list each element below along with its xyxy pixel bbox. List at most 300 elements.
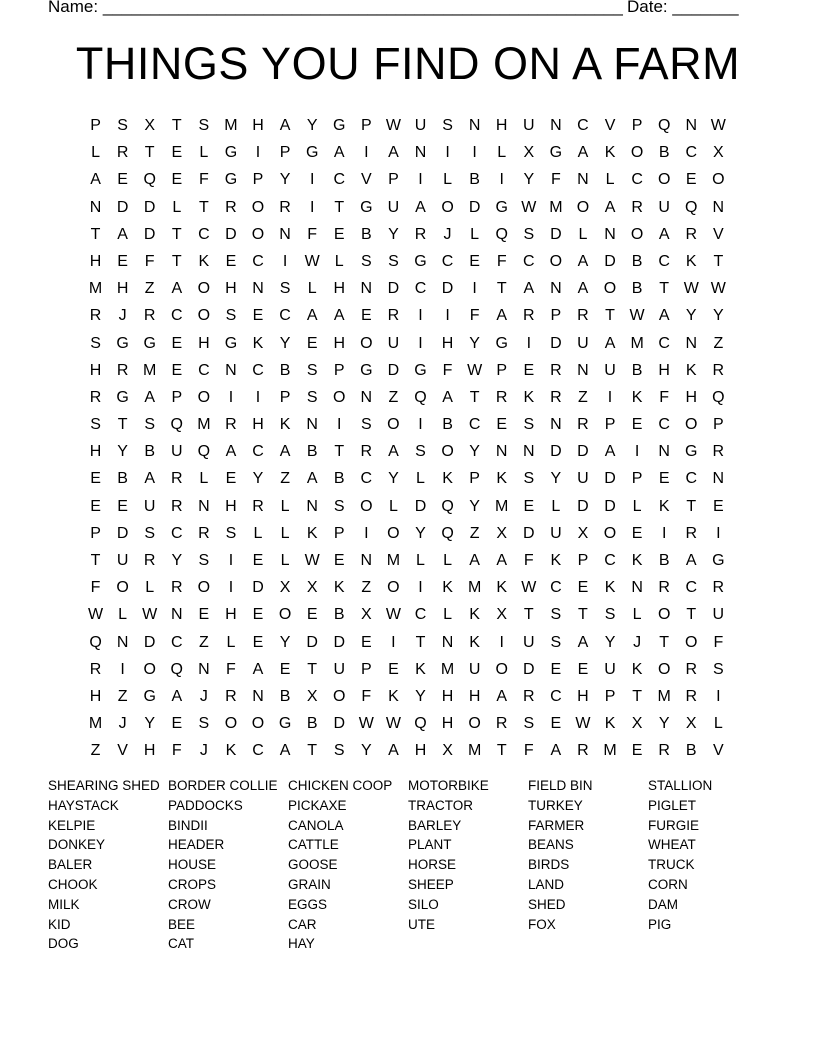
grid-cell[interactable]: I: [418, 307, 423, 325]
grid-cell[interactable]: R: [685, 687, 698, 705]
grid-cell[interactable]: N: [468, 117, 481, 134]
grid-cell[interactable]: O: [333, 388, 346, 406]
grid-cell[interactable]: D: [468, 198, 481, 216]
grid-cell[interactable]: Y: [144, 715, 156, 733]
grid-cell[interactable]: T: [198, 198, 209, 216]
grid-cell[interactable]: H: [441, 715, 454, 733]
grid-cell[interactable]: O: [251, 225, 265, 243]
grid-cell[interactable]: C: [252, 252, 264, 270]
grid-cell[interactable]: R: [89, 307, 102, 325]
grid-cell[interactable]: G: [278, 715, 292, 733]
grid-cell[interactable]: T: [659, 633, 670, 651]
grid-cell[interactable]: E: [577, 660, 589, 678]
grid-cell[interactable]: E: [685, 171, 697, 189]
grid-cell[interactable]: D: [604, 470, 616, 488]
grid-cell[interactable]: F: [550, 171, 561, 189]
grid-cell[interactable]: I: [391, 633, 396, 651]
grid-cell[interactable]: C: [441, 252, 454, 270]
grid-cell[interactable]: A: [279, 117, 291, 134]
grid-cell[interactable]: P: [360, 117, 372, 134]
grid-cell[interactable]: R: [658, 579, 670, 597]
grid-cell[interactable]: F: [713, 633, 724, 651]
grid-cell[interactable]: Y: [469, 443, 480, 461]
grid-cell[interactable]: E: [631, 742, 643, 760]
grid-cell[interactable]: A: [90, 171, 101, 189]
grid-cell[interactable]: D: [116, 524, 129, 542]
grid-cell[interactable]: M: [440, 660, 455, 678]
grid-cell[interactable]: S: [198, 117, 210, 134]
grid-cell[interactable]: E: [90, 470, 101, 488]
grid-cell[interactable]: S: [90, 334, 101, 352]
grid-cell[interactable]: E: [360, 633, 372, 651]
grid-cell[interactable]: R: [577, 416, 589, 434]
grid-cell[interactable]: T: [307, 660, 318, 678]
grid-cell[interactable]: L: [199, 144, 209, 162]
grid-cell[interactable]: O: [603, 524, 617, 542]
grid-cell[interactable]: O: [197, 388, 211, 406]
grid-cell[interactable]: T: [605, 307, 615, 325]
grid-cell[interactable]: O: [549, 252, 563, 270]
grid-cell[interactable]: C: [252, 742, 264, 760]
grid-cell[interactable]: Q: [197, 443, 211, 461]
grid-cell[interactable]: L: [416, 470, 425, 488]
grid-cell[interactable]: O: [143, 660, 156, 678]
grid-cell[interactable]: B: [117, 470, 128, 488]
grid-cell[interactable]: Y: [523, 171, 535, 189]
grid-cell[interactable]: D: [143, 633, 156, 651]
grid-cell[interactable]: K: [685, 361, 697, 379]
grid-cell[interactable]: F: [90, 579, 101, 597]
grid-cell[interactable]: H: [441, 687, 454, 705]
grid-cell[interactable]: G: [360, 361, 373, 379]
grid-cell[interactable]: O: [387, 579, 400, 597]
grid-cell[interactable]: U: [414, 117, 427, 134]
grid-cell[interactable]: E: [90, 497, 101, 515]
grid-cell[interactable]: E: [252, 552, 264, 569]
grid-cell[interactable]: F: [198, 171, 209, 189]
grid-cell[interactable]: B: [279, 361, 291, 379]
grid-cell[interactable]: B: [658, 144, 670, 162]
grid-cell[interactable]: D: [550, 443, 562, 461]
grid-cell[interactable]: W: [575, 715, 591, 733]
grid-cell[interactable]: K: [631, 388, 643, 406]
grid-cell[interactable]: G: [495, 198, 508, 216]
grid-cell[interactable]: T: [496, 742, 507, 760]
grid-cell[interactable]: A: [550, 742, 562, 760]
grid-cell[interactable]: L: [416, 552, 425, 569]
grid-cell[interactable]: U: [712, 606, 725, 624]
grid-cell[interactable]: Y: [171, 552, 183, 569]
grid-cell[interactable]: P: [469, 470, 480, 488]
grid-cell[interactable]: E: [360, 307, 372, 325]
grid-cell[interactable]: W: [385, 715, 401, 733]
grid-cell[interactable]: B: [685, 742, 697, 760]
grid-cell[interactable]: H: [252, 117, 264, 134]
grid-cell[interactable]: E: [252, 633, 264, 651]
grid-cell[interactable]: T: [713, 252, 724, 270]
grid-cell[interactable]: C: [604, 552, 616, 569]
grid-cell[interactable]: A: [496, 307, 508, 325]
grid-cell[interactable]: R: [550, 388, 562, 406]
grid-cell[interactable]: E: [550, 715, 562, 733]
grid-cell[interactable]: N: [441, 633, 454, 651]
grid-cell[interactable]: A: [685, 552, 697, 569]
grid-cell[interactable]: X: [496, 524, 508, 542]
grid-cell[interactable]: I: [255, 388, 261, 406]
grid-cell[interactable]: G: [143, 334, 156, 352]
grid-cell[interactable]: S: [90, 416, 101, 434]
grid-cell[interactable]: M: [224, 117, 238, 134]
grid-cell[interactable]: U: [604, 660, 616, 678]
grid-cell[interactable]: Y: [388, 470, 399, 488]
grid-cell[interactable]: D: [252, 579, 264, 597]
grid-cell[interactable]: D: [604, 252, 616, 270]
grid-cell[interactable]: V: [360, 171, 372, 189]
grid-cell[interactable]: R: [89, 388, 102, 406]
grid-cell[interactable]: M: [549, 198, 563, 216]
grid-cell[interactable]: E: [306, 606, 318, 624]
grid-cell[interactable]: M: [603, 742, 617, 760]
grid-cell[interactable]: Y: [658, 715, 670, 733]
grid-cell[interactable]: W: [521, 579, 537, 597]
grid-cell[interactable]: R: [685, 524, 698, 542]
grid-cell[interactable]: A: [604, 198, 616, 216]
grid-cell[interactable]: G: [549, 144, 563, 162]
grid-cell[interactable]: T: [632, 687, 642, 705]
grid-cell[interactable]: Y: [685, 307, 697, 325]
grid-cell[interactable]: G: [414, 252, 427, 270]
grid-cell[interactable]: P: [333, 524, 345, 542]
grid-cell[interactable]: P: [604, 416, 616, 434]
grid-cell[interactable]: S: [144, 524, 156, 542]
grid-cell[interactable]: D: [225, 225, 237, 243]
grid-cell[interactable]: C: [252, 443, 264, 461]
grid-cell[interactable]: S: [279, 280, 291, 298]
grid-cell[interactable]: X: [523, 144, 535, 162]
grid-cell[interactable]: Y: [252, 470, 264, 488]
grid-cell[interactable]: S: [550, 606, 562, 624]
grid-cell[interactable]: T: [171, 225, 182, 243]
grid-cell[interactable]: G: [224, 334, 238, 352]
grid-cell[interactable]: K: [198, 252, 210, 270]
grid-cell[interactable]: I: [364, 524, 369, 542]
grid-cell[interactable]: H: [225, 606, 237, 624]
grid-cell[interactable]: Z: [578, 388, 588, 406]
grid-cell[interactable]: I: [418, 171, 423, 189]
grid-cell[interactable]: S: [306, 361, 318, 379]
grid-cell[interactable]: P: [604, 687, 616, 705]
grid-cell[interactable]: L: [280, 497, 290, 515]
grid-cell[interactable]: K: [469, 606, 480, 624]
grid-cell[interactable]: K: [604, 144, 616, 162]
grid-cell[interactable]: A: [496, 687, 508, 705]
grid-cell[interactable]: T: [334, 198, 345, 216]
grid-cell[interactable]: P: [388, 171, 399, 189]
grid-cell[interactable]: D: [550, 334, 562, 352]
grid-cell[interactable]: W: [385, 606, 401, 624]
grid-cell[interactable]: Q: [414, 388, 427, 406]
grid-cell[interactable]: G: [305, 144, 319, 162]
grid-cell[interactable]: F: [523, 742, 534, 760]
grid-cell[interactable]: H: [143, 742, 156, 760]
grid-cell[interactable]: F: [523, 552, 534, 569]
grid-cell[interactable]: N: [252, 280, 264, 298]
grid-cell[interactable]: O: [657, 171, 671, 189]
grid-cell[interactable]: Z: [117, 687, 128, 705]
grid-cell[interactable]: A: [604, 334, 616, 352]
grid-cell[interactable]: Y: [604, 633, 616, 651]
grid-cell[interactable]: Y: [469, 497, 480, 515]
grid-cell[interactable]: C: [170, 524, 183, 542]
name-field[interactable]: [48, 0, 623, 17]
grid-cell[interactable]: Y: [415, 524, 426, 542]
grid-cell[interactable]: M: [386, 552, 401, 569]
grid-cell[interactable]: C: [252, 361, 264, 379]
grid-cell[interactable]: D: [333, 633, 346, 651]
grid-cell[interactable]: P: [713, 416, 724, 434]
grid-cell[interactable]: R: [685, 225, 698, 243]
grid-cell[interactable]: C: [414, 606, 427, 624]
grid-cell[interactable]: R: [170, 579, 183, 597]
grid-cell[interactable]: U: [170, 443, 183, 461]
grid-cell[interactable]: T: [171, 252, 182, 270]
grid-cell[interactable]: G: [685, 443, 698, 461]
grid-cell[interactable]: F: [226, 660, 236, 678]
grid-cell[interactable]: P: [496, 361, 508, 379]
grid-cell[interactable]: Q: [495, 225, 508, 243]
grid-cell[interactable]: S: [225, 307, 237, 325]
grid-cell[interactable]: S: [523, 225, 535, 243]
grid-cell[interactable]: O: [576, 198, 590, 216]
grid-cell[interactable]: A: [306, 470, 318, 488]
grid-cell[interactable]: A: [658, 307, 670, 325]
grid-cell[interactable]: W: [87, 606, 104, 624]
grid-cell[interactable]: S: [713, 660, 724, 678]
grid-cell[interactable]: E: [388, 660, 399, 678]
grid-cell[interactable]: O: [360, 497, 373, 515]
grid-cell[interactable]: L: [605, 171, 615, 189]
grid-cell[interactable]: W: [385, 117, 401, 134]
grid-cell[interactable]: R: [414, 225, 427, 243]
grid-cell[interactable]: E: [550, 660, 562, 678]
grid-cell[interactable]: I: [634, 443, 640, 461]
grid-cell[interactable]: E: [171, 334, 183, 352]
grid-cell[interactable]: I: [337, 416, 342, 434]
grid-cell[interactable]: L: [443, 606, 452, 624]
grid-cell[interactable]: F: [307, 225, 318, 243]
grid-cell[interactable]: O: [603, 280, 617, 298]
grid-cell[interactable]: N: [252, 687, 264, 705]
grid-cell[interactable]: D: [604, 497, 616, 515]
grid-cell[interactable]: A: [388, 144, 399, 162]
grid-cell[interactable]: C: [523, 252, 535, 270]
grid-cell[interactable]: K: [225, 742, 237, 760]
grid-cell[interactable]: B: [279, 687, 291, 705]
grid-cell[interactable]: L: [551, 497, 561, 515]
grid-cell[interactable]: C: [170, 307, 183, 325]
grid-cell[interactable]: A: [333, 144, 345, 162]
grid-cell[interactable]: E: [252, 307, 264, 325]
grid-cell[interactable]: B: [442, 416, 453, 434]
grid-cell[interactable]: C: [170, 633, 183, 651]
grid-cell[interactable]: V: [604, 117, 616, 134]
grid-cell[interactable]: K: [631, 552, 643, 569]
grid-cell[interactable]: L: [307, 280, 317, 298]
grid-cell[interactable]: M: [467, 742, 482, 760]
grid-cell[interactable]: H: [89, 687, 102, 705]
grid-cell[interactable]: M: [630, 334, 644, 352]
grid-cell[interactable]: Z: [469, 524, 480, 542]
grid-cell[interactable]: N: [577, 361, 589, 379]
grid-cell[interactable]: E: [279, 660, 291, 678]
grid-cell[interactable]: A: [144, 388, 156, 406]
grid-cell[interactable]: S: [523, 470, 535, 488]
grid-cell[interactable]: F: [144, 252, 155, 270]
grid-cell[interactable]: T: [686, 606, 697, 624]
grid-cell[interactable]: W: [142, 606, 158, 624]
grid-cell[interactable]: Q: [441, 524, 454, 542]
grid-cell[interactable]: K: [685, 252, 697, 270]
grid-cell[interactable]: R: [279, 198, 291, 216]
date-field[interactable]: [627, 0, 739, 17]
grid-cell[interactable]: U: [577, 334, 589, 352]
grid-cell[interactable]: E: [117, 171, 128, 189]
grid-cell[interactable]: N: [198, 660, 210, 678]
grid-cell[interactable]: A: [658, 225, 670, 243]
grid-cell[interactable]: U: [387, 334, 400, 352]
grid-cell[interactable]: S: [415, 443, 426, 461]
grid-cell[interactable]: G: [360, 198, 373, 216]
grid-cell[interactable]: E: [306, 334, 318, 352]
grid-cell[interactable]: I: [445, 307, 450, 325]
grid-cell[interactable]: O: [197, 280, 211, 298]
grid-cell[interactable]: L: [253, 524, 263, 542]
grid-cell[interactable]: L: [91, 144, 100, 162]
grid-cell[interactable]: X: [279, 579, 291, 597]
grid-cell[interactable]: U: [577, 470, 589, 488]
grid-cell[interactable]: D: [143, 198, 156, 216]
grid-cell[interactable]: H: [333, 334, 346, 352]
grid-cell[interactable]: G: [116, 334, 129, 352]
grid-cell[interactable]: P: [577, 552, 589, 569]
grid-cell[interactable]: L: [118, 606, 128, 624]
grid-cell[interactable]: L: [713, 715, 723, 733]
grid-cell[interactable]: V: [117, 742, 128, 760]
grid-cell[interactable]: T: [523, 606, 534, 624]
grid-cell[interactable]: O: [333, 687, 346, 705]
grid-cell[interactable]: Y: [415, 687, 426, 705]
grid-cell[interactable]: A: [523, 280, 535, 298]
grid-cell[interactable]: S: [333, 497, 345, 515]
grid-cell[interactable]: H: [89, 443, 102, 461]
grid-cell[interactable]: B: [144, 443, 156, 461]
grid-cell[interactable]: E: [198, 606, 210, 624]
grid-cell[interactable]: L: [280, 552, 290, 569]
grid-cell[interactable]: W: [521, 198, 537, 216]
grid-cell[interactable]: E: [713, 497, 724, 515]
grid-cell[interactable]: S: [306, 388, 318, 406]
grid-cell[interactable]: L: [443, 171, 452, 189]
grid-cell[interactable]: B: [360, 225, 372, 243]
grid-cell[interactable]: N: [198, 497, 210, 515]
grid-cell[interactable]: C: [550, 687, 562, 705]
grid-cell[interactable]: N: [550, 280, 562, 298]
grid-cell[interactable]: E: [631, 416, 643, 434]
grid-cell[interactable]: F: [496, 252, 507, 270]
grid-cell[interactable]: K: [604, 715, 616, 733]
grid-cell[interactable]: T: [659, 280, 670, 298]
grid-cell[interactable]: I: [228, 552, 234, 569]
grid-cell[interactable]: A: [333, 307, 345, 325]
grid-cell[interactable]: B: [333, 470, 345, 488]
grid-cell[interactable]: R: [387, 307, 400, 325]
grid-cell[interactable]: N: [306, 416, 318, 434]
grid-cell[interactable]: D: [143, 225, 156, 243]
grid-cell[interactable]: N: [495, 443, 508, 461]
grid-cell[interactable]: A: [279, 742, 291, 760]
grid-cell[interactable]: N: [360, 280, 373, 298]
grid-cell[interactable]: E: [333, 225, 345, 243]
grid-cell[interactable]: U: [468, 660, 481, 678]
grid-cell[interactable]: M: [88, 280, 103, 298]
grid-cell[interactable]: R: [523, 687, 535, 705]
grid-cell[interactable]: Q: [685, 198, 698, 216]
grid-cell[interactable]: R: [116, 144, 129, 162]
grid-cell[interactable]: R: [360, 443, 373, 461]
grid-cell[interactable]: F: [659, 388, 670, 406]
grid-cell[interactable]: I: [282, 252, 288, 270]
grid-cell[interactable]: K: [469, 633, 480, 651]
grid-cell[interactable]: I: [526, 334, 532, 352]
grid-cell[interactable]: V: [713, 742, 724, 760]
grid-cell[interactable]: Z: [90, 742, 101, 760]
grid-cell[interactable]: L: [199, 470, 209, 488]
grid-cell[interactable]: D: [116, 198, 129, 216]
grid-cell[interactable]: D: [414, 497, 427, 515]
grid-cell[interactable]: P: [631, 470, 643, 488]
grid-cell[interactable]: R: [685, 660, 698, 678]
grid-cell[interactable]: E: [171, 361, 183, 379]
grid-cell[interactable]: C: [685, 144, 698, 162]
grid-cell[interactable]: E: [225, 252, 237, 270]
grid-cell[interactable]: T: [90, 552, 101, 569]
grid-cell[interactable]: H: [89, 252, 102, 270]
grid-cell[interactable]: R: [712, 579, 725, 597]
grid-cell[interactable]: I: [607, 388, 613, 406]
grid-cell[interactable]: W: [467, 361, 483, 379]
grid-cell[interactable]: U: [523, 117, 535, 134]
grid-cell[interactable]: C: [360, 470, 373, 488]
grid-cell[interactable]: U: [523, 633, 535, 651]
grid-cell[interactable]: L: [334, 252, 344, 270]
grid-cell[interactable]: K: [252, 334, 264, 352]
grid-cell[interactable]: X: [496, 606, 508, 624]
grid-cell[interactable]: T: [117, 416, 128, 434]
grid-cell[interactable]: A: [577, 144, 589, 162]
grid-cell[interactable]: G: [224, 171, 238, 189]
grid-cell[interactable]: N: [306, 497, 318, 515]
grid-cell[interactable]: H: [468, 687, 481, 705]
grid-cell[interactable]: L: [443, 552, 452, 569]
grid-cell[interactable]: R: [116, 361, 129, 379]
grid-cell[interactable]: Y: [388, 225, 399, 243]
grid-cell[interactable]: I: [418, 334, 423, 352]
grid-cell[interactable]: S: [442, 117, 453, 134]
grid-cell[interactable]: Y: [469, 334, 480, 352]
grid-cell[interactable]: B: [631, 252, 643, 270]
grid-cell[interactable]: R: [252, 497, 264, 515]
grid-cell[interactable]: E: [631, 524, 643, 542]
